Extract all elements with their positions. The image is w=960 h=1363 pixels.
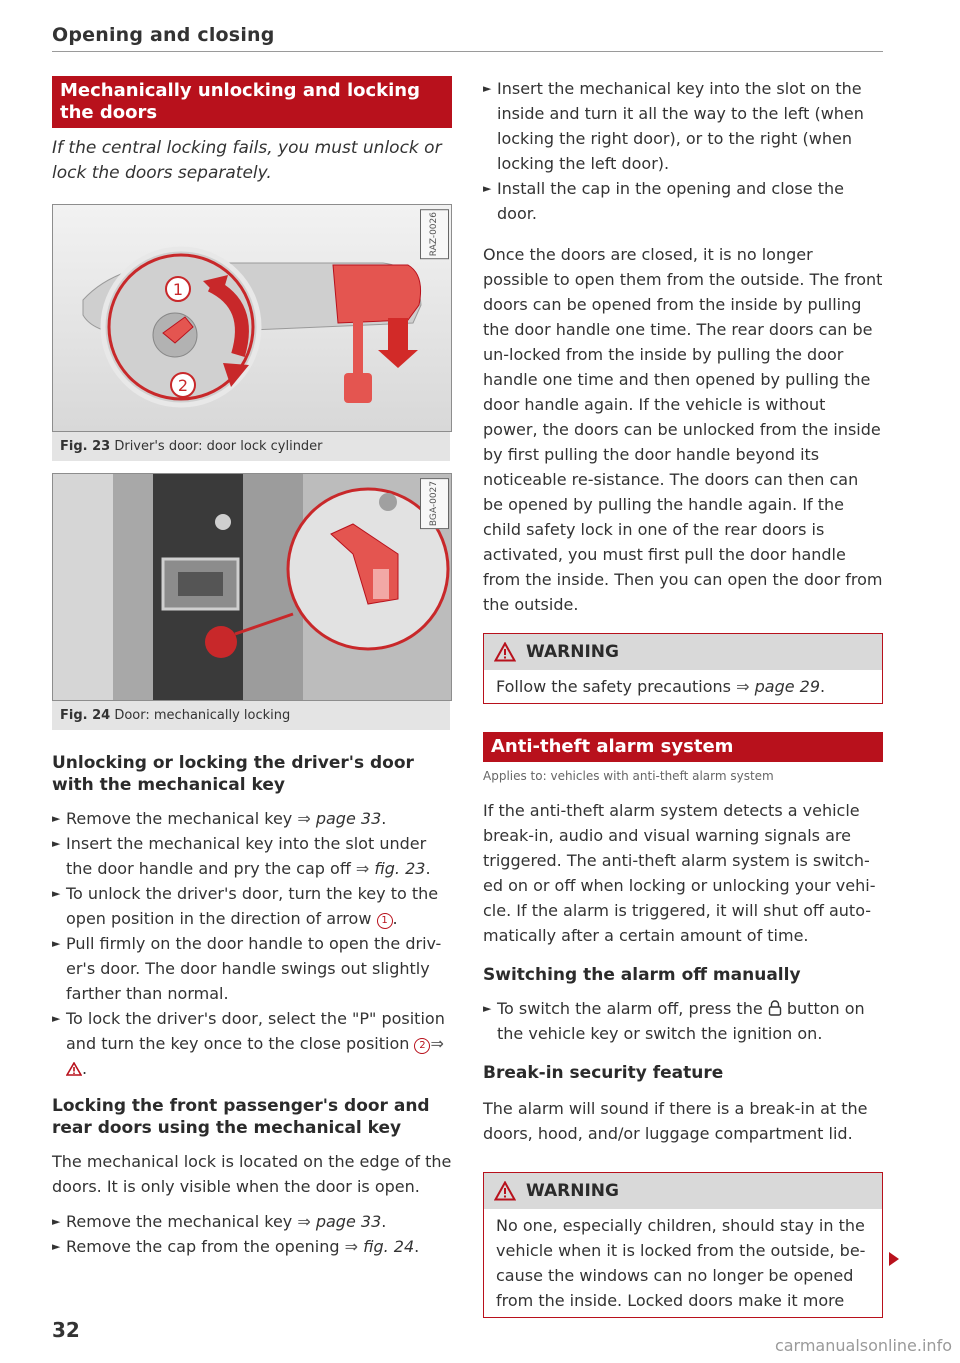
warning-box: [483, 633, 883, 704]
running-header: Opening and closing: [52, 24, 275, 46]
section-heading-other-doors: Locking the front passenger's door and rear doors using the mechanical key: [52, 1096, 430, 1138]
lock-button-icon: [768, 999, 782, 1018]
figure-23: [52, 204, 452, 461]
list-item: [52, 831, 452, 881]
step-text: Pull firmly on the door handle to open the driv-er's door. The door handle swings out slightly farther than normal.: [66, 934, 442, 1003]
bullet-triangle-icon: ►: [483, 182, 492, 195]
page-ref-link[interactable]: page 29: [754, 677, 821, 696]
door-handle-illustration: [53, 205, 451, 431]
callout-1: 1: [172, 280, 184, 299]
figure-23-caption-text: Driver's door: door lock cylinder: [114, 439, 323, 454]
warning-triangle-icon[interactable]: [66, 1058, 82, 1083]
closed-doors-paragraph: Once the doors are closed, it is no longer possible to open them from the outside. The front doors can be opened from the inside by pulling the door handle one time. The rear doors can be un-locked from the inside by pulling the door handle one time and then opened by pulling the door handle again. If the vehicle is without power, the doors can be unlocked from the inside by first pulling the door handle beyond its noticeable re-sistance. The doors can then can be opened by pulling the handle again. If the child safety lock in one of the rear doors is activated, you must first pull the door handle from the inside. Then you can open the door from the outside.: [483, 245, 883, 614]
warning-text: Follow the safety precautions: [496, 677, 737, 696]
section-banner: Mechanically unlocking and locking the doors: [52, 76, 452, 128]
list-item: [52, 1209, 452, 1234]
step-end: .: [381, 809, 387, 828]
intro-text: If the central locking fails, you must unlock or lock the doors separately.: [52, 138, 442, 183]
ref-arrow-icon: ⇒: [355, 859, 370, 878]
section-heading-driver-door: Unlocking or locking the driver's door with the mechanical key: [52, 753, 414, 795]
break-in-paragraph: The alarm will sound if there is a break-in at the doors, hood, and/or luggage compartment lid.: [483, 1099, 868, 1143]
continue-arrow-icon: [889, 1252, 899, 1266]
other-doors-steps: [52, 1209, 452, 1259]
figure-24-code: BGA-0027: [420, 478, 449, 529]
list-item: [52, 931, 452, 1006]
bullet-triangle-icon: ►: [52, 887, 61, 900]
warning-title: WARNING: [526, 1181, 619, 1201]
left-column: [52, 0, 452, 1259]
warning-triangle-icon: [494, 642, 516, 662]
list-item: [483, 76, 883, 176]
bullet-triangle-icon: ►: [52, 812, 61, 825]
bullet-triangle-icon: ►: [483, 1002, 492, 1015]
step-end: .: [82, 1059, 88, 1078]
figure-23-label: Fig. 23: [60, 439, 111, 454]
warning-title: WARNING: [526, 642, 619, 662]
page-ref-link[interactable]: page 33: [315, 809, 382, 828]
warning-header: [484, 1173, 882, 1209]
ref-arrow-icon: ⇒: [736, 677, 750, 696]
section-banner-anti-theft: Anti-theft alarm system: [483, 732, 883, 762]
continued-steps: [483, 76, 883, 226]
step-end: .: [425, 859, 431, 878]
warning-box-children: [483, 1172, 883, 1318]
figure-24: [52, 473, 452, 730]
list-item: [52, 1234, 452, 1259]
step-end: .: [414, 1237, 420, 1256]
step-text: To lock the driver's door, select the "P" position and turn the key once to the close position: [66, 1009, 445, 1053]
figure-24-image: [52, 473, 452, 701]
list-item: [483, 996, 883, 1046]
step-end: button on the vehicle key or switch the ignition on.: [497, 999, 865, 1043]
other-doors-paragraph: The mechanical lock is located on the edge of the doors. It is only visible when the door is open.: [52, 1152, 452, 1196]
switch-off-steps: [483, 996, 883, 1046]
ref-arrow-icon: ⇒: [297, 1212, 311, 1231]
bullet-triangle-icon: ►: [52, 1012, 61, 1025]
step-text: Remove the cap from the opening: [66, 1237, 345, 1256]
step-text: To switch the alarm off, press the: [497, 999, 768, 1018]
driver-door-steps: [52, 806, 452, 1083]
step-text: Remove the mechanical key: [66, 809, 298, 828]
ref-arrow-icon: ⇒: [430, 1034, 444, 1053]
figure-ref-link[interactable]: fig. 24: [363, 1237, 415, 1256]
callout-number: 1: [377, 913, 393, 929]
bullet-triangle-icon: ►: [52, 837, 61, 850]
door-lock-illustration: [53, 474, 451, 700]
warning-triangle-icon: [494, 1181, 516, 1201]
list-item: [52, 1006, 452, 1083]
figure-23-image: [52, 204, 452, 432]
warning-body: No one, especially children, should stay in the vehicle when it is locked from the outside, be-cause the windows can no longer be opened from the inside. Locked doors make it more: [496, 1216, 866, 1310]
list-item: [52, 881, 452, 931]
list-item: [483, 176, 883, 226]
page-number: 32: [52, 1318, 80, 1342]
warning-header: [484, 634, 882, 670]
warning-end: .: [820, 677, 826, 696]
right-column: [483, 0, 883, 1318]
ref-arrow-icon: ⇒: [344, 1237, 359, 1256]
section-heading-switch-off: Switching the alarm off manually: [483, 965, 801, 985]
figure-24-caption: [52, 701, 450, 730]
step-end: .: [392, 909, 398, 928]
figure-24-label: Fig. 24: [60, 708, 111, 723]
page-ref-link[interactable]: page 33: [315, 1212, 382, 1231]
figure-23-caption: [52, 432, 450, 461]
section-heading-break-in: Break-in security feature: [483, 1063, 724, 1083]
ref-arrow-icon: ⇒: [297, 809, 311, 828]
step-text: To unlock the driver's door, turn the key to the open position in the direction of arrow: [66, 884, 439, 928]
list-item: [52, 806, 452, 831]
step-text: Insert the mechanical key into the slot on the inside and turn it all the way to the left (when locking the right door), or to the right (when locking the left door).: [497, 79, 864, 173]
alarm-paragraph: If the anti-theft alarm system detects a vehicle break-in, audio and visual warning signals are triggered. The anti-theft alarm system is switch-ed on or off when locking or unlocking your vehi-cle. If the alarm is triggered, it will shut off auto-matically after a certain amount of time.: [483, 801, 876, 945]
warning-body: [484, 670, 882, 703]
bullet-triangle-icon: ►: [483, 82, 492, 95]
step-text: Insert the mechanical key into the slot under the door handle and pry the cap off: [66, 834, 427, 878]
bullet-triangle-icon: ►: [52, 1215, 61, 1228]
figure-ref-link[interactable]: fig. 23: [374, 859, 426, 878]
applies-to: Applies to: vehicles with anti-theft alarm system: [483, 769, 774, 783]
figure-23-code: RAZ-0026: [420, 209, 449, 259]
callout-2: 2: [177, 376, 189, 395]
bullet-triangle-icon: ►: [52, 937, 61, 950]
figure-24-caption-text: Door: mechanically locking: [114, 708, 291, 723]
step-text: Install the cap in the opening and close the door.: [497, 179, 844, 223]
step-text: Remove the mechanical key: [66, 1212, 298, 1231]
bullet-triangle-icon: ►: [52, 1240, 61, 1253]
watermark: carmanualsonline.info: [774, 1336, 952, 1355]
step-end: .: [381, 1212, 387, 1231]
callout-number: 2: [414, 1038, 430, 1054]
